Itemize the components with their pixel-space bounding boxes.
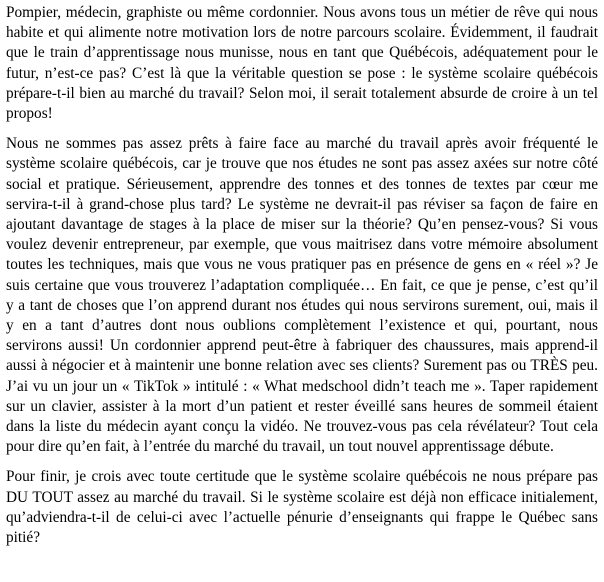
paragraph-conclusion: Pour finir, je crois avec toute certitude que le système scolaire québécois ne nous prépare pas DU TOUT assez au marché du travail. Si le système scolaire est déjà non efficace initialement, qu’adviendra-t-il de celui-ci avec l’actuelle pénurie d’enseignants qui frappe le Québec sans pitié?	[6, 468, 598, 547]
paragraph-development: Nous ne sommes pas assez prêts à faire face au marché du travail après avoir fréquenté le système scolaire québécois, car je trouve que nos études ne sont pas assez axées sur notre côté social et pratique. Sérieusement, apprendre des tonnes et des tonnes de textes par cœur me servira-t-il à grand-chose plus tard? Le système ne devrait-il pas réviser sa façon de faire en ajoutant davantage de stages à la place de miser sur la théorie? Qu’en pensez-vous? Si vous voulez devenir entrepreneur, par exemple, que vous maitrisez dans votre mémoire absolument toutes les techniques, mais que vous ne vous pratiquer pas en présence de gens en « réel »? Je suis certaine que vous trouverez l’adaptation compliquée… En fait, ce que je pense, c’est qu’il y a tant de choses que l’on apprend durant nos études qui nous servirons surement, oui, mais il y en a tant d’autres dont nous oublions complètement l’existence et qui, pourtant, nous servirons aussi! Un cordonnier apprend peut-être à fabriquer des chaussures, mais apprend-il aussi à négocier et à maintenir une bonne relation avec ses clients? Surement pas ou TRÈS peu. J’ai vu un jour un « TikTok » intitulé : « What medschool didn’t teach me ». Taper rapidement sur un clavier, assister à la mort d’un patient et rester éveillé sans heures de sommeil étaient dans la liste du médecin ayant conçu la vidéo. Ne trouvez-vous pas cela révélateur? Tout cela pour dire qu’en fait, à l’entrée du marché du travail, un tout nouvel apprentissage débute.	[6, 135, 598, 456]
paragraph-introduction: Pompier, médecin, graphiste ou même cordonnier. Nous avons tous un métier de rêve qui nous habite et qui alimente notre motivation lors de notre parcours scolaire. Évidemment, il faudrait que le train d’apprentissage nous munisse, nous en tant que Québécois, adéquatement pour le futur, n’est-ce pas? C’est là que la véritable question se pose : le système scolaire québécois prépare-t-il bien au marché du travail? Selon moi, il serait totalement absurde de croire à un tel propos!	[6, 4, 598, 123]
